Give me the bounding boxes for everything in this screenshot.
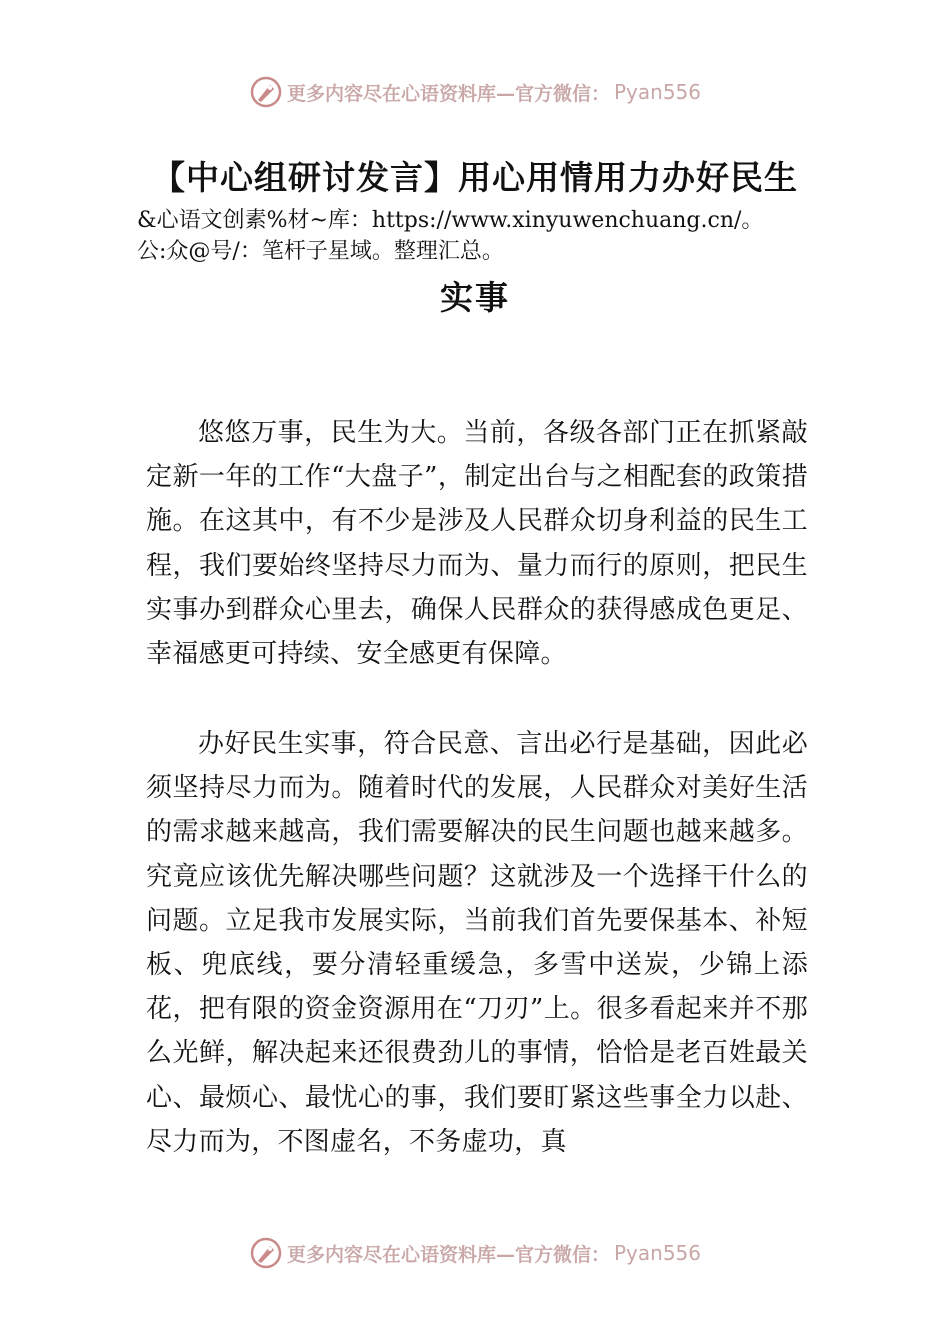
header-banner: [0, 72, 950, 112]
banner-wechat-id: Pyan556: [614, 1241, 702, 1265]
document-subtitle: 实事: [440, 278, 510, 317]
pen-nib-logo-icon: [249, 1236, 283, 1270]
paragraph-1: 悠悠万事，民生为大。当前，各级各部门正在抓紧敲定新一年的工作“大盘子”，制定出台与之相配套的政策措施。在这其中，有不少是涉及人民群众切身利益的民生工程，我们要始终坚持尽力而为、量力而行的原则，把民生实事办到群众心里去，确保人民群众的获得感成色更足、幸福感更可持续、安全感更有保障。: [146, 418, 808, 670]
source-line-2: 公:众@号/：笔杆子星域。整理汇总。: [137, 239, 504, 264]
footer-banner: [0, 1233, 950, 1273]
banner-wechat-id: Pyan556: [614, 80, 702, 104]
banner-text: 更多内容尽在心语资料库—官方微信：: [286, 1243, 610, 1266]
source-line-1: &心语文创素%材~库：https://www.xinyuwenchuang.cn/。: [137, 208, 764, 233]
paragraph-2: 办好民生实事，符合民意、言出必行是基础，因此必须坚持尽力而为。随着时代的发展，人民群众对美好生活的需求越来越高，我们需要解决的民生问题也越来越多。究竟应该优先解决哪些问题？这就涉及一个选择干什么的问题。立足我市发展实际，当前我们首先要保基本、补短板、兜底线，要分清轻重缓急，多雪中送炭，少锦上添花，把有限的资金资源用在“刀刃”上。很多看起来并不那么光鲜，解决起来还很费劲儿的事情，恰恰是老百姓最关心、最烦心、最忧心的事，我们要盯紧这些事全力以赴、尽力而为，不图虚名，不务虚功，真: [146, 729, 808, 1157]
document-title: 【中心组研讨发言】用心用情用力办好民生: [152, 158, 798, 197]
banner-text: 更多内容尽在心语资料库—官方微信：: [286, 82, 610, 105]
pen-nib-logo-icon: [249, 75, 283, 109]
